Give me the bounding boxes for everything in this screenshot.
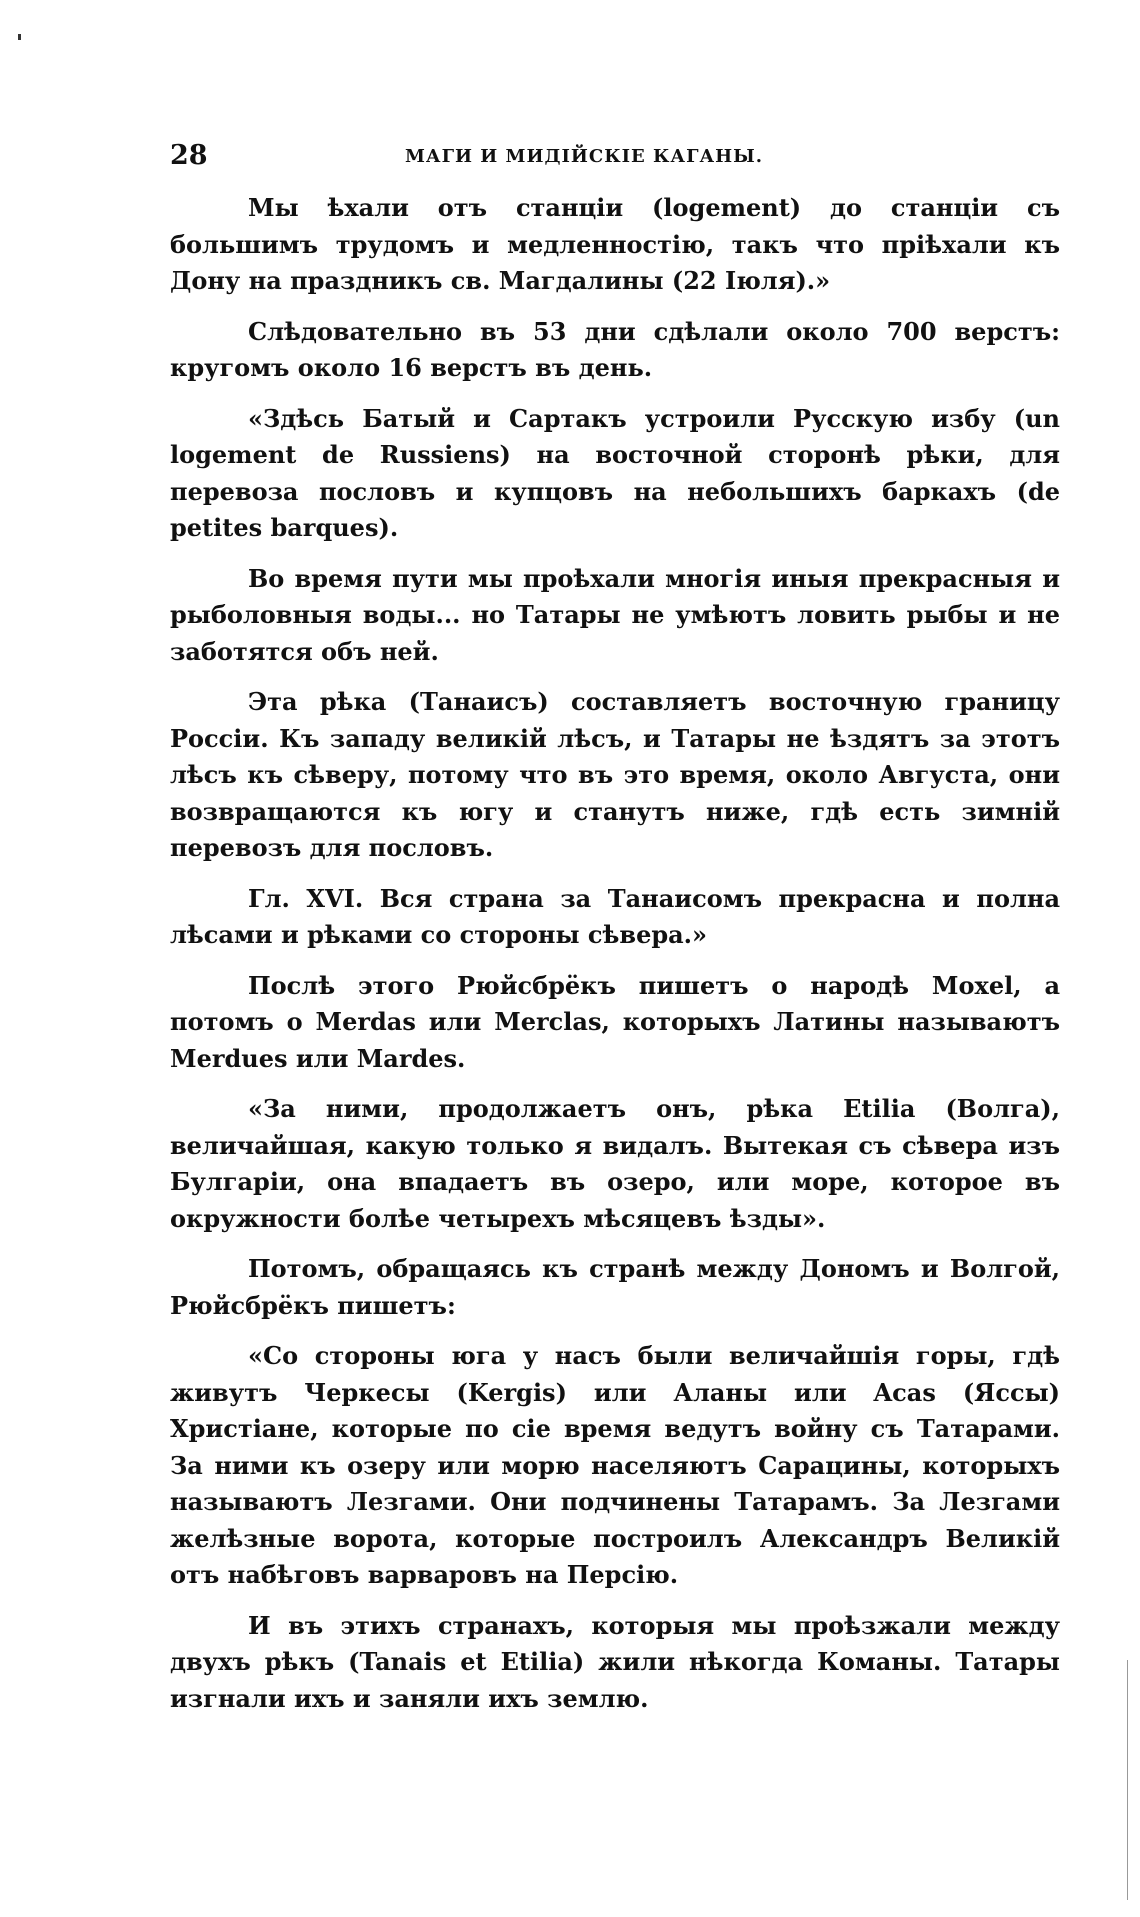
paragraph-3: «Здѣсь Батый и Сартакъ устроили Русскую избу (un logement de Russiens) на восточной сторонѣ рѣки, для перевоза пословъ и купцовъ на небольшихъ баркахъ (de petites barques).	[170, 403, 1060, 542]
paragraph-4: Во время пути мы проѣхали многія иныя прекрасныя и рыболовныя воды... но Татары не умѣютъ ловить рыбы и не заботятся объ ней.	[170, 563, 1060, 666]
paragraph-5: Эта рѣка (Танаисъ) составляетъ восточную границу Россіи. Къ западу великій лѣсъ, и Татары не ѣздятъ за этотъ лѣсъ къ сѣверу, потому что въ это время, около Августа, они возвращаются къ югу и станутъ ниже, гдѣ есть зимній перевозъ для пословъ.	[170, 687, 1060, 862]
paragraph-8: «За ними, продолжаетъ онъ, рѣка Etilia (Волга), величайшая, какую только я видалъ. Вытекая съ сѣвера изъ Булгаріи, она впадаетъ въ озеро, или море, которое въ окружности болѣе четырехъ мѣсяцевъ ѣзды».	[170, 1094, 1060, 1233]
running-title: МАГИ И МИДІЙСКІЕ КАГАНЫ.	[405, 146, 764, 167]
paragraph-9: Потомъ, обращаясь къ странѣ между Дономъ и Волгой, Рюйсбрёкъ пишетъ:	[170, 1254, 1060, 1320]
scan-speck	[18, 34, 21, 40]
paragraph-10: «Со стороны юга у насъ были величайшія горы, гдѣ живутъ Черкесы (Kergis) или Аланы или Acas (Яссы) Христіане, которые по сіе время ведутъ войну съ Татарами. За ними къ озеру или морю населяютъ Сарацины, которыхъ называютъ Лезгами. Они подчинены Татарамъ. За Лезгами желѣзные ворота, которые построилъ Александръ Великій отъ набѣговъ варваровъ на Персію.	[170, 1341, 1060, 1589]
binding-edge-line	[1127, 1660, 1128, 1900]
paragraph-11: И въ этихъ странахъ, которыя мы проѣзжали между двухъ рѣкъ (Tanais et Etilia) жили нѣкогда Команы. Татары изгнали ихъ и заняли ихъ землю.	[170, 1610, 1060, 1713]
paragraph-7: Послѣ этого Рюйсбрёкъ пишетъ о народѣ Moxel, а потомъ о Merdas или Merclas, которыхъ Латины называютъ Merdues или Mardes.	[170, 970, 1060, 1073]
paragraph-6: Гл. XVI. Вся страна за Танаисомъ прекрасна и полна лѣсами и рѣками со стороны сѣвера.»	[170, 883, 1060, 949]
page-number: 28	[170, 140, 208, 171]
paragraph-1: Мы ѣхали отъ станціи (logement) до станціи съ большимъ трудомъ и медленностію, такъ что пріѣхали къ Дону на праздникъ св. Магдалины (22 Іюля).»	[170, 193, 1060, 295]
paragraph-2: Слѣдовательно въ 53 дни сдѣлали около 700 верстъ: кругомъ около 16 верстъ въ день.	[170, 316, 1060, 382]
page-header	[170, 140, 1060, 180]
body-text	[170, 190, 1060, 1731]
